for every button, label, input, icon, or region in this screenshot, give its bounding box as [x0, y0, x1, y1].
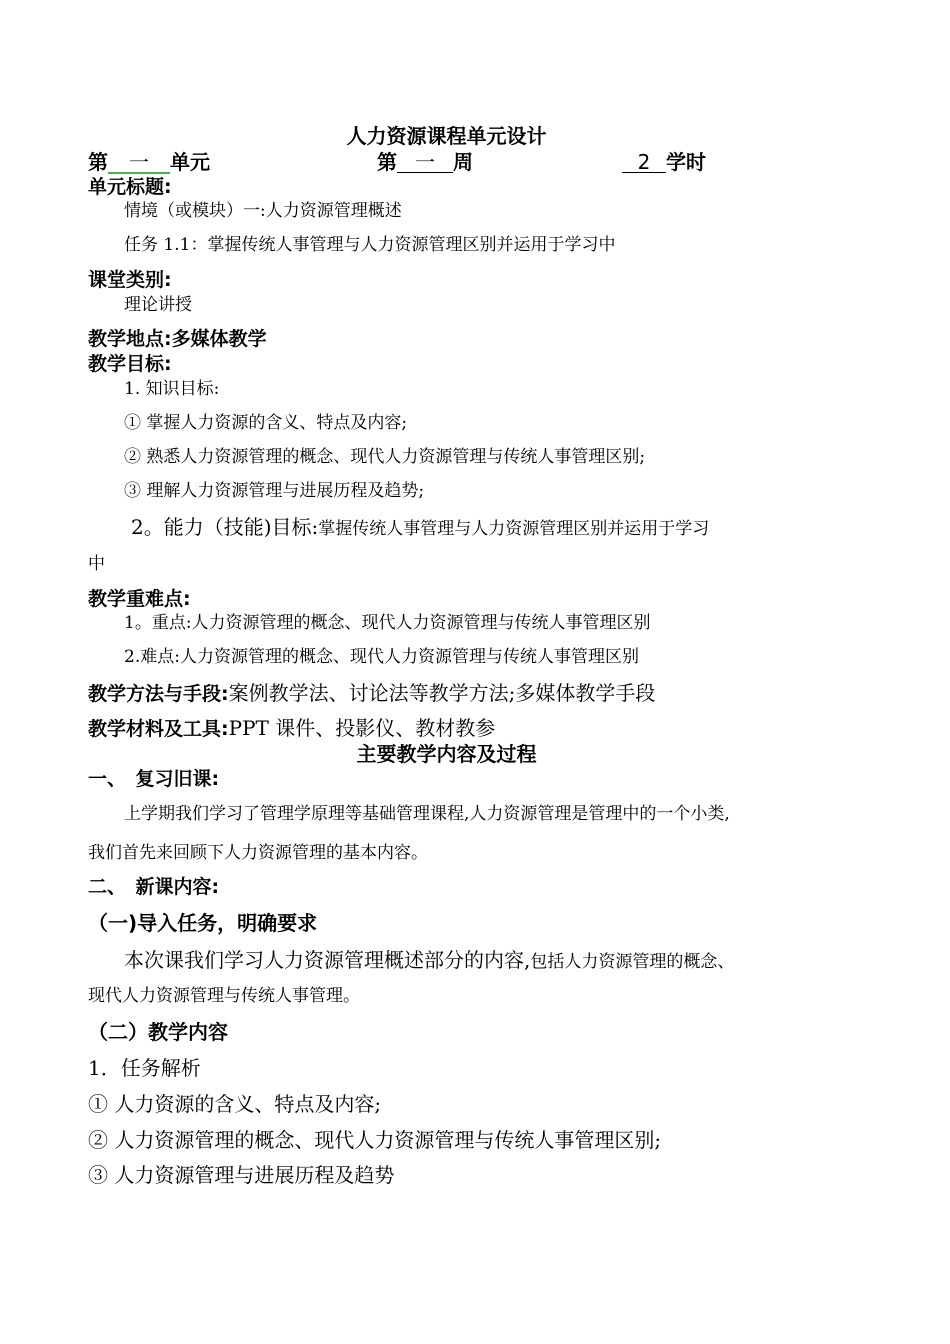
document-title: 人力资源课程单元设计 — [346, 124, 547, 148]
task-analysis-label: 1．任务解析 — [88, 1056, 201, 1080]
review-heading: 一、 复习旧课: — [88, 768, 220, 790]
methods-label: 教学方法与手段: — [88, 683, 229, 705]
unit-field — [88, 152, 210, 174]
materials-value: PPT 课件、投影仪、教材教参 — [228, 716, 496, 740]
materials-label: 教学材料及工具: — [88, 718, 229, 740]
key-points-label: 教学重难点: — [88, 588, 191, 610]
unit-suffix: 单元 — [170, 150, 210, 174]
methods-line — [88, 683, 655, 704]
week-field — [377, 152, 473, 173]
content-item: ③ 人力资源管理与进展历程及趋势 — [88, 1163, 395, 1187]
location-line — [88, 330, 267, 349]
week-value: 一 — [397, 152, 453, 173]
intro-paragraph-line2: 现代人力资源管理与传统人事管理。 — [88, 986, 360, 1006]
unit-title-label: 单元标题: — [88, 176, 172, 198]
hours-suffix: 学时 — [666, 150, 706, 174]
review-paragraph-line1: 上学期我们学习了管理学原理等基础管理课程,人力资源管理是管理中的一个小类, — [124, 804, 730, 824]
intro-paragraph-line1 — [124, 950, 734, 971]
materials-line — [88, 718, 495, 739]
subsection-heading-content: （二）教学内容 — [88, 1020, 228, 1044]
key-point: 1。重点:人力资源管理的概念、现代人力资源管理与传统人事管理区别 — [124, 613, 651, 633]
ability-objective-continuation: 中 — [88, 554, 105, 574]
difficult-point: 2.难点:人力资源管理的概念、现代人力资源管理与传统人事管理区别 — [124, 647, 639, 667]
class-type-value: 理论讲授 — [124, 295, 192, 315]
subsection-heading-intro: （一)导入任务，明确要求 — [88, 911, 318, 935]
ability-objective-text: 掌握传统人事管理与人力资源管理区别并运用于学习 — [318, 519, 710, 539]
week-prefix: 第 — [377, 150, 397, 174]
content-item: ① 人力资源的含义、特点及内容; — [88, 1092, 382, 1116]
review-paragraph-line2: 我们首先来回顾下人力资源管理的基本内容。 — [88, 843, 428, 863]
unit-value: 一 — [108, 152, 170, 174]
methods-value: 案例教学法、讨论法等教学方法;多媒体教学手段 — [228, 681, 656, 705]
unit-title-line2: 任务 1.1：掌握传统人事管理与人力资源管理区别并运用于学习中 — [124, 235, 616, 255]
hours-field — [622, 152, 706, 173]
main-content-heading: 主要教学内容及过程 — [356, 742, 537, 766]
unit-prefix: 第 — [88, 150, 108, 174]
location-label: 教学地点: — [88, 328, 172, 350]
location-value: 多媒体教学 — [171, 328, 267, 350]
objective-item: ② 熟悉人力资源管理的概念、现代人力资源管理与传统人事管理区别; — [124, 447, 646, 467]
week-suffix: 周 — [453, 150, 473, 174]
intro-text-b: 包括人力资源管理的概念、 — [530, 952, 735, 972]
objectives-label: 教学目标: — [88, 353, 172, 375]
unit-title-line1: 情境（或模块）一:人力资源管理概述 — [124, 201, 402, 221]
content-item: ② 人力资源管理的概念、现代人力资源管理与传统人事管理区别; — [88, 1128, 662, 1152]
intro-text-a: 本次课我们学习人力资源管理概述部分的内容, — [124, 948, 531, 972]
objective-item: ① 掌握人力资源的含义、特点及内容; — [124, 413, 408, 433]
knowledge-objective-label: 1. 知识目标: — [124, 379, 220, 399]
ability-objective — [131, 517, 709, 538]
hours-value: 2 — [622, 152, 666, 173]
new-lesson-heading: 二、 新课内容: — [88, 876, 220, 898]
class-type-label: 课堂类别: — [88, 269, 172, 291]
ability-objective-label: 2。能力（技能)目标: — [131, 515, 319, 539]
objective-item: ③ 理解人力资源管理与进展历程及趋势; — [124, 481, 425, 501]
